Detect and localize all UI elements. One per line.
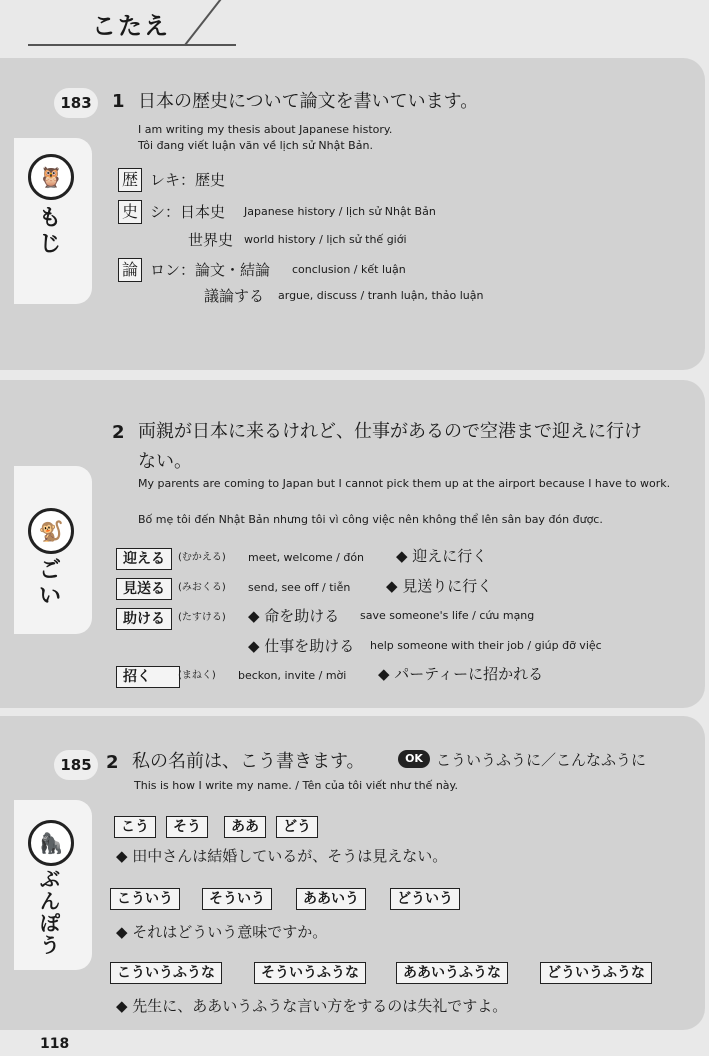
translation: This is how I write my name. / Tên của tôi viết như thế này.: [134, 779, 458, 792]
answer-section-183: [0, 58, 705, 370]
vocab-reading: (たすける): [178, 612, 226, 623]
vocab-box: 招く: [116, 666, 180, 688]
answer-section-185: [0, 716, 705, 1030]
kanji-gloss: argue, discuss / tranh luận, thảo luận: [278, 289, 484, 302]
demonstrative-box: そういうふうな: [254, 962, 366, 984]
answer-number: 2: [112, 422, 125, 443]
vocab-gloss: save someone's life / cứu mạng: [360, 609, 535, 622]
kanji-example: 世界史: [188, 231, 234, 249]
kanji-reading: レキ：歴史: [150, 171, 226, 189]
kanji-example: 議論する: [204, 287, 265, 305]
category-label: ごい: [38, 558, 61, 609]
answer-sentence: 私の名前は、こう書きます。: [132, 751, 365, 772]
header-divider: [28, 44, 236, 46]
answer-section-184: [0, 380, 705, 708]
vocab-gloss: meet, welcome / đón: [248, 551, 365, 564]
vocab-example: ◆ パーティーに招かれる: [378, 665, 544, 683]
question-number-badge: 185: [54, 750, 98, 780]
demonstrative-box: どういう: [390, 888, 460, 910]
demonstrative-box: こういう: [110, 888, 180, 910]
vocab-example: ◆ 仕事を助ける: [248, 637, 355, 655]
answer-number: 1: [112, 91, 125, 112]
vietnamese-translation: Tôi đang viết luận văn về lịch sử Nhật Bản.: [138, 139, 373, 152]
page-title: こたえ: [92, 12, 170, 40]
page-number: 118: [40, 1036, 70, 1052]
kanji-box: 史: [118, 200, 142, 224]
vocab-example: ◆ 命を助ける: [248, 607, 340, 625]
answer-sentence-continued: ない。: [138, 451, 192, 472]
question-number-badge: 183: [54, 88, 98, 118]
demonstrative-box: どういうふうな: [540, 962, 652, 984]
demonstrative-box: ああいう: [296, 888, 366, 910]
vocab-example: ◆ 迎えに行く: [396, 547, 488, 565]
grammar-example: ◆ 先生に、ああいうふうな言い方をするのは失礼ですよ。: [116, 997, 508, 1015]
kanji-reading: ロン：論文・結論: [150, 261, 271, 279]
category-tab-bunpo: [14, 800, 92, 970]
vietnamese-translation: Bố mẹ tôi đến Nhật Bản nhưng tôi vì công việc nên không thể lên sân bay đón được.: [138, 513, 603, 526]
kanji-box: 歴: [118, 168, 142, 192]
demonstrative-box: こういうふうな: [110, 962, 222, 984]
answer-number: 2: [106, 752, 119, 773]
kanji-box: 論: [118, 258, 142, 282]
demonstrative-box: そう: [166, 816, 208, 838]
vocab-gloss: send, see off / tiễn: [248, 581, 351, 594]
category-tab-moji: [14, 138, 92, 304]
vocab-gloss: help someone with their job / giúp đỡ việc: [370, 639, 602, 652]
vocab-reading: (むかえる): [178, 552, 226, 563]
answer-sentence: 両親が日本に来るけれど、仕事があるので空港まで迎えに行け: [138, 421, 642, 442]
demonstrative-box: そういう: [202, 888, 272, 910]
kanji-reading: シ：日本史: [150, 203, 226, 221]
grammar-example: ◆ それはどういう意味ですか。: [116, 923, 328, 941]
demonstrative-box: どう: [276, 816, 318, 838]
english-translation: My parents are coming to Japan but I cannot pick them up at the airport because I have to work.: [138, 477, 671, 490]
ok-alternative: こういうふうに／こんなふうに: [436, 751, 647, 769]
ok-badge: OK: [398, 750, 430, 768]
english-translation: I am writing my thesis about Japanese history.: [138, 123, 393, 136]
vocab-gloss: beckon, invite / mời: [238, 669, 347, 682]
vocab-box: 見送る: [116, 578, 172, 600]
owl-icon: 🦉: [28, 154, 74, 200]
category-label: もじ: [38, 206, 61, 257]
demonstrative-box: ああ: [224, 816, 266, 838]
vocab-example: ◆ 見送りに行く: [386, 577, 493, 595]
answer-sentence: 日本の歴史について論文を書いています。: [138, 91, 479, 112]
vocab-reading: (みおくる): [178, 582, 226, 593]
category-tab-goi: [14, 466, 92, 634]
header-slash-divider: [184, 0, 224, 46]
demonstrative-box: こう: [114, 816, 156, 838]
category-label: ぶんぽう: [40, 867, 60, 957]
kanji-gloss: conclusion / kết luận: [292, 263, 406, 276]
grammar-example: ◆ 田中さんは結婚しているが、そうは見えない。: [116, 847, 448, 865]
vocab-reading: (まねく): [178, 670, 216, 681]
vocab-box: 助ける: [116, 608, 172, 630]
kanji-gloss: world history / lịch sử thế giới: [244, 233, 407, 246]
kanji-gloss: Japanese history / lịch sử Nhật Bản: [244, 205, 436, 218]
demonstrative-box: ああいうふうな: [396, 962, 508, 984]
vocab-box: 迎える: [116, 548, 172, 570]
mascot-icon: 🐒: [28, 508, 74, 554]
gorilla-icon: 🦍: [28, 820, 74, 866]
